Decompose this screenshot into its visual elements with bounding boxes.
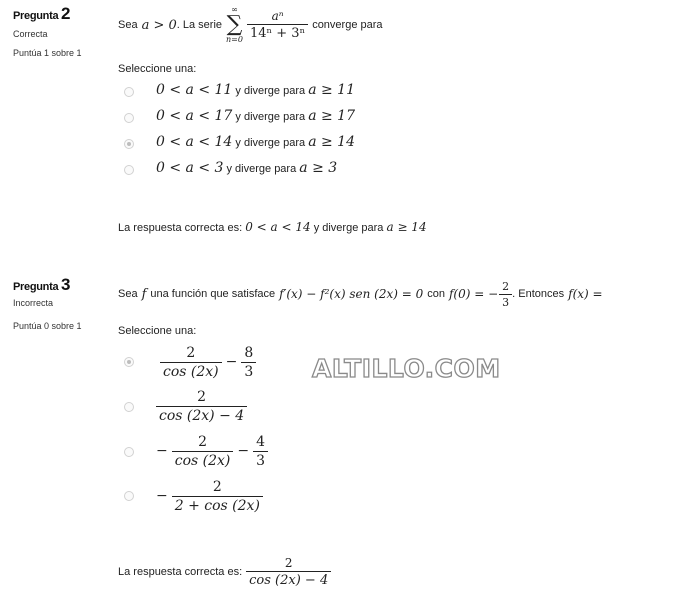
option-label	[156, 160, 337, 176]
select-label: Seleccione una:	[118, 63, 197, 75]
stem-text: Sea	[118, 288, 138, 300]
summation-symbol	[226, 6, 243, 44]
q2-option-1[interactable]	[124, 82, 424, 102]
answer-label: La respuesta correcta es:	[118, 566, 243, 578]
fraction-numerator: 2	[186, 344, 196, 361]
sigma-glyph: ∑	[226, 12, 243, 37]
initial-fraction	[499, 280, 512, 309]
fraction-numerator: 8	[244, 344, 254, 361]
answer-text: y diverge para	[313, 222, 384, 234]
option-math: a ≥ 3	[299, 160, 338, 176]
series-fraction	[247, 9, 308, 41]
radio-button[interactable]	[124, 113, 134, 123]
question-label: Pregunta	[13, 281, 59, 293]
fraction-numerator: 2	[212, 478, 222, 495]
option-fraction	[156, 389, 247, 424]
option-math: 0 < a < 3	[156, 160, 224, 176]
option-math: 0 < a < 11	[156, 82, 233, 98]
select-label: Seleccione una:	[118, 325, 197, 337]
fraction-numerator: 2	[197, 388, 207, 405]
option-label	[156, 108, 355, 124]
answer-math: 0 < a < 14	[245, 220, 311, 234]
option-math: 0 < a < 17	[156, 108, 233, 124]
option-label	[156, 476, 263, 516]
fraction-denominator: 3	[241, 362, 256, 380]
q3-option-4[interactable]	[124, 476, 324, 516]
option-text: y diverge para	[226, 163, 297, 175]
option-text: y diverge para	[235, 85, 306, 97]
option-fraction	[241, 345, 256, 380]
option-math: 0 < a < 14	[156, 134, 233, 150]
fraction-numerator: 2	[502, 279, 510, 293]
fraction-denominator: 2 + cos (2x)	[172, 496, 263, 514]
stem-text: converge para	[312, 19, 383, 31]
option-label	[156, 386, 247, 426]
sum-lower-limit: n=0	[226, 35, 243, 44]
watermark: ALTILLO.COM	[312, 354, 501, 383]
sum-upper-limit: ∞	[231, 5, 238, 14]
fraction-denominator: 14ⁿ + 3ⁿ	[247, 24, 308, 41]
fraction-denominator: cos (2x) − 4	[246, 571, 331, 588]
correct-answer	[118, 554, 331, 590]
question-number: 3	[61, 275, 71, 294]
stem-text: Sea	[118, 19, 138, 31]
question-2-status: Correcta	[13, 29, 48, 39]
stem-math: a > 0	[141, 17, 177, 33]
radio-button[interactable]	[124, 165, 134, 175]
q2-option-3[interactable]	[124, 134, 424, 154]
option-label	[156, 342, 256, 382]
fraction-denominator: 3	[499, 294, 512, 309]
option-math: a ≥ 11	[308, 82, 355, 98]
question-number: 2	[61, 4, 71, 23]
option-math: a ≥ 14	[308, 134, 355, 150]
q3-option-3[interactable]	[124, 431, 324, 471]
fraction-denominator: cos (2x)	[172, 451, 234, 469]
option-label	[156, 431, 268, 471]
stem-text: con	[427, 288, 445, 300]
stem-math: f′(x) − f²(x) sen (2x) = 0	[279, 287, 424, 301]
option-sign: −	[156, 443, 168, 459]
stem-math: f(0) = −	[448, 287, 499, 301]
correct-answer	[118, 220, 427, 234]
fraction-numerator: 2	[284, 556, 293, 570]
question-2-score: Puntúa 1 sobre 1	[13, 48, 82, 58]
q3-option-2[interactable]	[124, 386, 324, 426]
question-3-score: Puntúa 0 sobre 1	[13, 321, 82, 331]
option-operator: −	[225, 354, 238, 370]
question-label: Pregunta	[13, 10, 59, 22]
stem-text: . Entonces	[512, 288, 565, 300]
stem-text: . La serie	[176, 19, 223, 31]
radio-button-selected[interactable]	[124, 139, 134, 149]
answer-math: a ≥ 14	[386, 220, 427, 234]
radio-button[interactable]	[124, 87, 134, 97]
radio-button[interactable]	[124, 402, 134, 412]
stem-math: f(x) =	[568, 287, 603, 301]
q3-option-1[interactable]	[124, 342, 324, 382]
fraction-denominator: cos (2x)	[160, 362, 222, 380]
fraction-denominator: 3	[253, 451, 268, 469]
option-fraction	[172, 434, 234, 469]
question-2-stem	[118, 4, 383, 46]
question-3-stem	[118, 276, 603, 312]
option-label	[156, 134, 355, 150]
radio-button[interactable]	[124, 491, 134, 501]
option-operator: −	[237, 443, 250, 459]
option-fraction	[172, 479, 263, 514]
option-label	[156, 82, 355, 98]
question-2-header	[13, 4, 70, 24]
fraction-numerator: 4	[256, 433, 266, 450]
stem-text: una función que satisface	[150, 288, 276, 300]
option-text: y diverge para	[235, 111, 306, 123]
option-text: y diverge para	[235, 137, 306, 149]
q2-option-4[interactable]	[124, 160, 424, 180]
option-fraction	[253, 434, 268, 469]
fraction-numerator: aⁿ	[271, 9, 284, 23]
option-sign: −	[156, 488, 168, 504]
option-math: a ≥ 17	[308, 108, 355, 124]
question-3-status: Incorrecta	[13, 298, 54, 308]
stem-math: f	[141, 286, 147, 302]
answer-fraction	[246, 556, 331, 588]
question-3-header	[13, 275, 70, 295]
answer-label: La respuesta correcta es:	[118, 222, 243, 234]
fraction-denominator: cos (2x) − 4	[156, 406, 247, 424]
radio-button[interactable]	[124, 447, 134, 457]
radio-button-selected[interactable]	[124, 357, 134, 367]
fraction-numerator: 2	[198, 433, 208, 450]
q2-option-2[interactable]	[124, 108, 424, 128]
option-fraction	[160, 345, 222, 380]
